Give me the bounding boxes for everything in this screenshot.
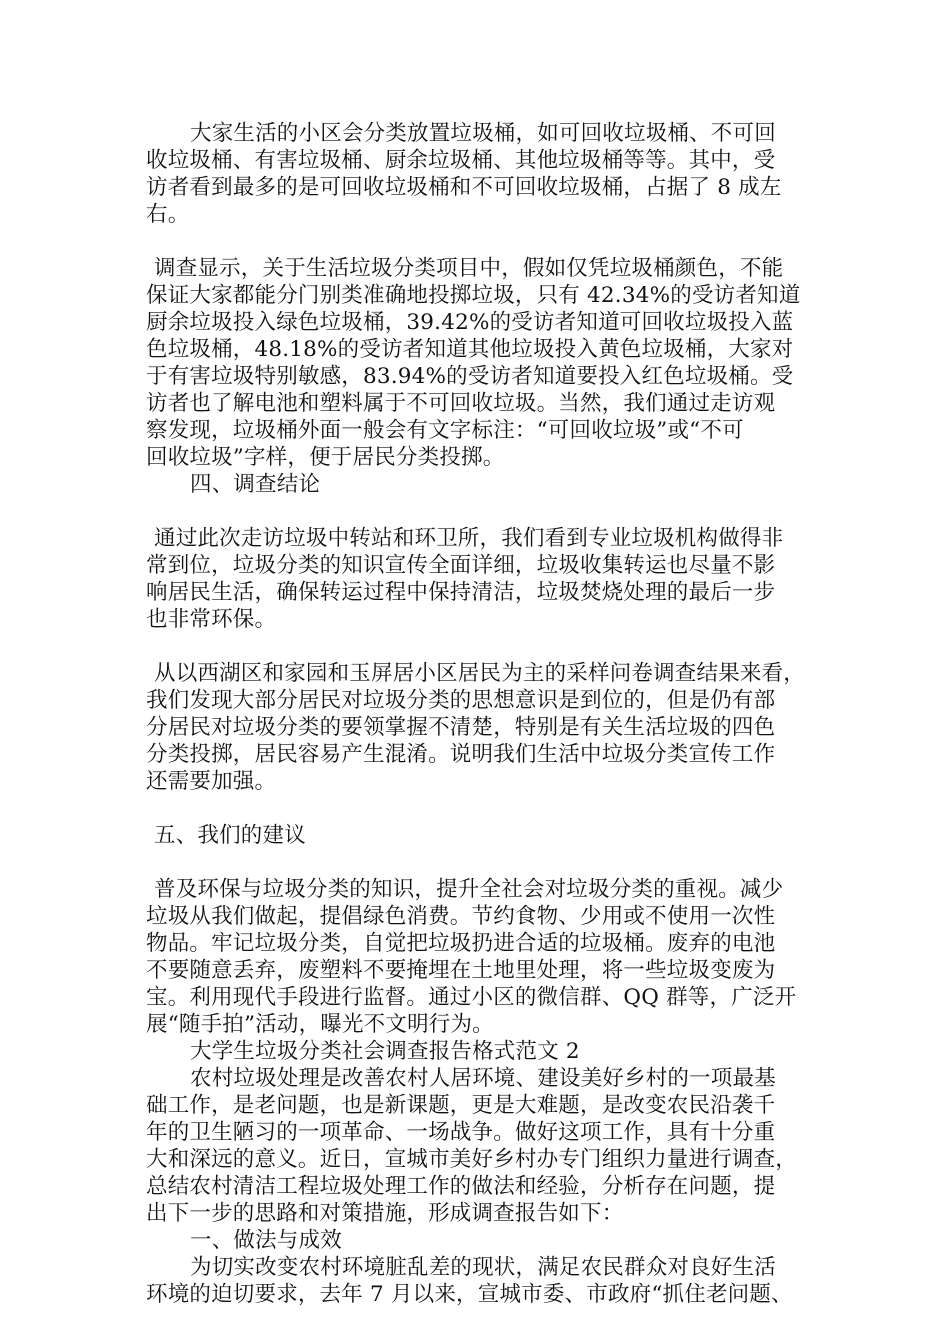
text-line: 色垃圾桶，48.18%的受访者知道其他垃圾投入黄色垃圾桶，大家对 (146, 337, 794, 362)
text-line: 不要随意丢弃，废塑料不要掩埋在土地里处理，将一些垃圾变废为 (146, 958, 776, 983)
text-line: 还需要加强。 (146, 769, 277, 794)
section-heading: 一、做法与成效 (190, 1228, 342, 1253)
text-line: 物品。牢记垃圾分类，自觉把垃圾扔进合适的垃圾桶。废弃的电池 (146, 931, 776, 956)
text-line: 分类投掷，居民容易产生混淆。说明我们生活中垃圾分类宣传工作 (146, 742, 776, 767)
text-line: 响居民生活，确保转运过程中保持清洁，垃圾焚烧处理的最后一步 (146, 580, 776, 605)
text-line: 通过此次走访垃圾中转站和环卫所，我们看到专业垃圾机构做得非 (154, 526, 784, 551)
text-line: 我们发现大部分居民对垃圾分类的思想意识是到位的，但是仍有部 (146, 688, 776, 713)
section-heading: 五、我们的建议 (154, 823, 306, 848)
text-line: 出下一步的思路和对策措施，形成调查报告如下： (146, 1201, 624, 1226)
text-line: 普及环保与垃圾分类的知识，提升全社会对垃圾分类的重视。减少 (154, 877, 784, 902)
text-line: 农村垃圾处理是改善农村人居环境、建设美好乡村的一项最基 (190, 1066, 776, 1091)
text-line: 回收垃圾”字样，便于居民分类投掷。 (146, 445, 505, 470)
text-line: 常到位，垃圾分类的知识宣传全面详细，垃圾收集转运也尽量不影 (146, 553, 776, 578)
text-line: 总结农村清洁工程垃圾处理工作的做法和经验，分析存在问题，提 (146, 1174, 776, 1199)
text-line: 察发现，垃圾桶外面一般会有文字标注：“可回收垃圾”或“不可 (146, 418, 744, 443)
text-line: 右。 (146, 202, 190, 227)
text-line: 访者也了解电池和塑料属于不可回收垃圾。当然，我们通过走访观 (146, 391, 776, 416)
text-line: 展“随手拍”活动，曝光不文明行为。 (146, 1012, 494, 1037)
text-line: 环境的迫切要求，去年 7 月以来，宣城市委、市政府“抓住老问题、 (146, 1282, 793, 1307)
section-heading: 大学生垃圾分类社会调查报告格式范文 2 (190, 1039, 580, 1064)
text-line: 年的卫生陋习的一项革命、一场战争。做好这项工作，具有十分重 (146, 1120, 776, 1145)
text-line: 也非常环保。 (146, 607, 277, 632)
text-line: 从以西湖区和家园和玉屏居小区居民为主的采样问卷调查结果来看， (154, 661, 806, 686)
text-line: 大家生活的小区会分类放置垃圾桶，如可回收垃圾桶、不可回 (190, 121, 776, 146)
text-line: 为切实改变农村环境脏乱差的现状，满足农民群众对良好生活 (190, 1255, 776, 1280)
text-line: 垃圾从我们做起，提倡绿色消费。节约食物、少用或不使用一次性 (146, 904, 776, 929)
text-line: 宝。利用现代手段进行监督。通过小区的微信群、QQ 群等，广泛开 (146, 985, 797, 1010)
text-line: 收垃圾桶、有害垃圾桶、厨余垃圾桶、其他垃圾桶等等。其中，受 (146, 148, 776, 173)
section-heading: 四、调查结论 (190, 472, 321, 497)
text-line: 访者看到最多的是可回收垃圾桶和不可回收垃圾桶，占据了 8 成左 (146, 175, 782, 200)
text-line: 于有害垃圾特别敏感，83.94%的受访者知道要投入红色垃圾桶。受 (146, 364, 794, 389)
text-line: 分居民对垃圾分类的要领掌握不清楚，特别是有关生活垃圾的四色 (146, 715, 776, 740)
text-line: 保证大家都能分门别类准确地投掷垃圾，只有 42.34%的受访者知道 (146, 283, 801, 308)
text-line: 调查显示，关于生活垃圾分类项目中，假如仅凭垃圾桶颜色，不能 (154, 256, 784, 281)
text-line: 础工作，是老问题，也是新课题，更是大难题，是改变农民沿袭千 (146, 1093, 776, 1118)
text-line: 厨余垃圾投入绿色垃圾桶，39.42%的受访者知道可回收垃圾投入蓝 (146, 310, 794, 335)
text-line: 大和深远的意义。近日，宣城市美好乡村办专门组织力量进行调查， (146, 1147, 798, 1172)
